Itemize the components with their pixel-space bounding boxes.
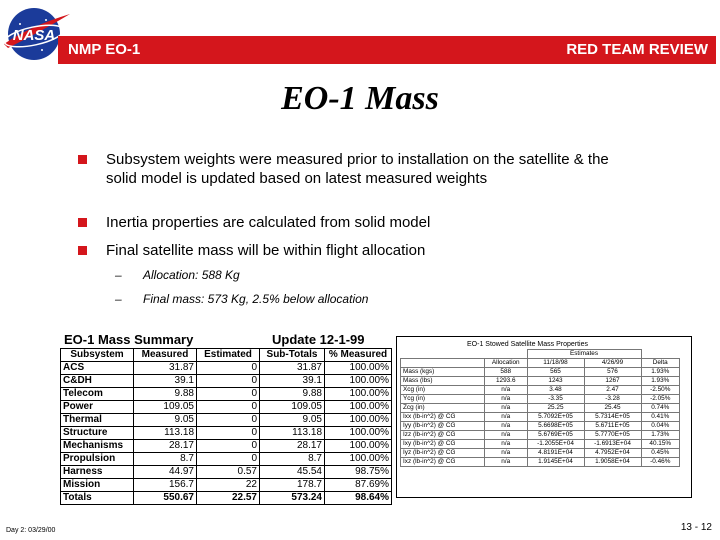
value-cell: n/a — [485, 413, 528, 422]
sub-bullet — [115, 292, 368, 306]
value-cell: -2.50% — [641, 386, 680, 395]
subsystem-cell: ACS — [61, 362, 134, 375]
value-cell: 1.73% — [641, 431, 680, 440]
value-cell: 9.88 — [134, 388, 197, 401]
value-cell: 44.97 — [134, 466, 197, 479]
value-cell: -3.35 — [527, 395, 584, 404]
bullet-text: Final satellite mass will be within flight allocation — [106, 242, 426, 259]
col-header: Subsystem — [61, 349, 134, 362]
subsystem-cell: Harness — [61, 466, 134, 479]
property-cell: Ixy (lb-in^2) @ CG — [401, 440, 485, 449]
value-cell: 5.6698E+05 — [527, 422, 584, 431]
value-cell: 1267 — [584, 377, 641, 386]
value-cell: 550.67 — [134, 492, 197, 505]
col-header: Estimated — [197, 349, 260, 362]
slide-title: EO-1 Mass — [281, 80, 439, 117]
value-cell: 100.00% — [325, 440, 392, 453]
col-header: Measured — [134, 349, 197, 362]
value-cell: 109.05 — [260, 401, 325, 414]
sub-bullet-dash: – — [115, 292, 122, 306]
bullet-text: Subsystem weights were measured prior to installation on the satellite & the solid model is updated based on latest measured weights — [106, 151, 609, 187]
value-cell: 100.00% — [325, 401, 392, 414]
value-cell: -1.2055E+04 — [527, 440, 584, 449]
value-cell: n/a — [485, 431, 528, 440]
value-cell: 5.6711E+05 — [584, 422, 641, 431]
value-cell: 87.69% — [325, 479, 392, 492]
value-cell: 0.45% — [641, 449, 680, 458]
property-cell: Ycg (in) — [401, 395, 485, 404]
col-header: Allocation — [485, 359, 528, 368]
value-cell: 98.64% — [325, 492, 392, 505]
table-row — [401, 458, 680, 467]
value-cell: 0 — [197, 440, 260, 453]
value-cell: 9.88 — [260, 388, 325, 401]
value-cell: 1293.6 — [485, 377, 528, 386]
sub-bullet — [115, 268, 240, 282]
value-cell: 39.1 — [134, 375, 197, 388]
value-cell: 39.1 — [260, 375, 325, 388]
property-cell: Ixx (lb-in^2) @ CG — [401, 413, 485, 422]
value-cell: -3.28 — [584, 395, 641, 404]
header-review: RED TEAM REVIEW — [566, 41, 708, 58]
value-cell: 3.48 — [527, 386, 584, 395]
value-cell: 1243 — [527, 377, 584, 386]
value-cell: 113.18 — [134, 427, 197, 440]
value-cell: 100.00% — [325, 388, 392, 401]
value-cell: 22.57 — [197, 492, 260, 505]
col-header: % Measured — [325, 349, 392, 362]
subsystem-cell: C&DH — [61, 375, 134, 388]
value-cell: 1.93% — [641, 377, 680, 386]
mass-summary-table — [60, 348, 392, 505]
mass-table-title: EO-1 Mass Summary — [64, 332, 194, 347]
table-row — [401, 431, 680, 440]
totals-row — [61, 492, 392, 505]
value-cell: 8.7 — [260, 453, 325, 466]
value-cell: 25.45 — [584, 404, 641, 413]
value-cell: 0 — [197, 453, 260, 466]
bullet-square-icon — [78, 218, 87, 227]
value-cell: 156.7 — [134, 479, 197, 492]
property-cell: Iyz (lb-in^2) @ CG — [401, 449, 485, 458]
value-cell: -2.05% — [641, 395, 680, 404]
value-cell: n/a — [485, 422, 528, 431]
col-header: 4/26/99 — [584, 359, 641, 368]
value-cell: n/a — [485, 386, 528, 395]
value-cell: 0 — [197, 362, 260, 375]
value-cell: 28.17 — [134, 440, 197, 453]
value-cell: 0.41% — [641, 413, 680, 422]
property-cell: Xcg (in) — [401, 386, 485, 395]
subsystem-cell: Propulsion — [61, 453, 134, 466]
value-cell: 576 — [584, 368, 641, 377]
table-row — [61, 440, 392, 453]
value-cell: 8.7 — [134, 453, 197, 466]
bullet-text: Inertia properties are calculated from solid model — [106, 214, 431, 231]
value-cell: 0.74% — [641, 404, 680, 413]
header-project: NMP EO-1 — [68, 41, 141, 58]
subsystem-cell: Telecom — [61, 388, 134, 401]
col-header: 11/18/98 — [527, 359, 584, 368]
value-cell: 0 — [197, 375, 260, 388]
value-cell: 178.7 — [260, 479, 325, 492]
value-cell: 0 — [197, 388, 260, 401]
value-cell: 588 — [485, 368, 528, 377]
value-cell: 0 — [197, 401, 260, 414]
subsystem-cell: Power — [61, 401, 134, 414]
value-cell: 1.9058E+04 — [584, 458, 641, 467]
table-row — [401, 386, 680, 395]
logo-text: NASA — [12, 27, 56, 44]
value-cell: 22 — [197, 479, 260, 492]
value-cell: 0 — [197, 414, 260, 427]
col-header — [401, 359, 485, 368]
table-row — [61, 401, 392, 414]
value-cell: 0.57 — [197, 466, 260, 479]
header-bar — [58, 36, 716, 64]
table-row — [401, 449, 680, 458]
page-number: 13 - 12 — [680, 522, 712, 533]
value-cell: 40.15% — [641, 440, 680, 449]
value-cell: -0.46% — [641, 458, 680, 467]
stowed-mass-table — [400, 349, 680, 467]
value-cell: 2.47 — [584, 386, 641, 395]
value-cell: 4.7952E+04 — [584, 449, 641, 458]
table-row — [401, 395, 680, 404]
value-cell: 0.04% — [641, 422, 680, 431]
table-row — [61, 427, 392, 440]
table-row — [401, 377, 680, 386]
value-cell: 31.87 — [260, 362, 325, 375]
value-cell: n/a — [485, 440, 528, 449]
property-cell: Zcg (in) — [401, 404, 485, 413]
value-cell: 5.6769E+05 — [527, 431, 584, 440]
value-cell: 565 — [527, 368, 584, 377]
value-cell: 1.9145E+04 — [527, 458, 584, 467]
value-cell: 31.87 — [134, 362, 197, 375]
bullet-square-icon — [78, 155, 87, 164]
subsystem-cell: Structure — [61, 427, 134, 440]
stowed-table-title: EO-1 Stowed Satellite Mass Properties — [467, 341, 588, 348]
subsystem-cell: Mechanisms — [61, 440, 134, 453]
value-cell: 100.00% — [325, 453, 392, 466]
col-header: Delta — [641, 359, 680, 368]
value-cell: 109.05 — [134, 401, 197, 414]
property-cell: Iyy (lb-in^2) @ CG — [401, 422, 485, 431]
stowed-mass-panel — [396, 336, 692, 498]
table-header-row — [401, 350, 680, 359]
footer-date: Day 2: 03/29/00 — [6, 527, 56, 534]
value-cell: 5.7770E+05 — [584, 431, 641, 440]
table-row — [401, 368, 680, 377]
table-row — [61, 362, 392, 375]
property-cell: Mass (lbs) — [401, 377, 485, 386]
bullet-square-icon — [78, 246, 87, 255]
value-cell: n/a — [485, 404, 528, 413]
subsystem-cell: Mission — [61, 479, 134, 492]
value-cell: 28.17 — [260, 440, 325, 453]
value-cell: 0 — [197, 427, 260, 440]
value-cell: 573.24 — [260, 492, 325, 505]
value-cell: 9.05 — [260, 414, 325, 427]
table-row — [61, 453, 392, 466]
col-header: Sub-Totals — [260, 349, 325, 362]
value-cell: n/a — [485, 449, 528, 458]
value-cell: 1.93% — [641, 368, 680, 377]
mass-table-update: Update 12-1-99 — [272, 332, 365, 347]
value-cell: 45.54 — [260, 466, 325, 479]
sub-bullet-text: Final mass: 573 Kg, 2.5% below allocation — [143, 292, 369, 306]
table-row — [401, 413, 680, 422]
value-cell: 113.18 — [260, 427, 325, 440]
table-row — [401, 404, 680, 413]
estimates-group-header: Estimates — [527, 350, 641, 359]
value-cell: 98.75% — [325, 466, 392, 479]
table-header-row — [401, 359, 680, 368]
table-row — [61, 466, 392, 479]
value-cell: 100.00% — [325, 362, 392, 375]
value-cell: n/a — [485, 458, 528, 467]
value-cell: n/a — [485, 395, 528, 404]
value-cell: 100.00% — [325, 414, 392, 427]
table-row — [61, 388, 392, 401]
property-cell: Ixz (lb-in^2) @ CG — [401, 458, 485, 467]
property-cell: Izz (lb-in^2) @ CG — [401, 431, 485, 440]
sub-bullet-text: Allocation: 588 Kg — [143, 268, 240, 282]
value-cell: 100.00% — [325, 427, 392, 440]
subsystem-cell: Totals — [61, 492, 134, 505]
sub-bullet-dash: – — [115, 268, 122, 282]
value-cell: 100.00% — [325, 375, 392, 388]
value-cell: 9.05 — [134, 414, 197, 427]
table-row — [61, 414, 392, 427]
table-header-row — [61, 349, 392, 362]
value-cell: 5.7092E+05 — [527, 413, 584, 422]
table-row — [61, 375, 392, 388]
value-cell: 25.25 — [527, 404, 584, 413]
subsystem-cell: Thermal — [61, 414, 134, 427]
table-row — [401, 422, 680, 431]
value-cell: 5.7314E+05 — [584, 413, 641, 422]
value-cell: 4.8191E+04 — [527, 449, 584, 458]
property-cell: Mass (kgs) — [401, 368, 485, 377]
table-row — [61, 479, 392, 492]
value-cell: -1.6913E+04 — [584, 440, 641, 449]
table-row — [401, 440, 680, 449]
